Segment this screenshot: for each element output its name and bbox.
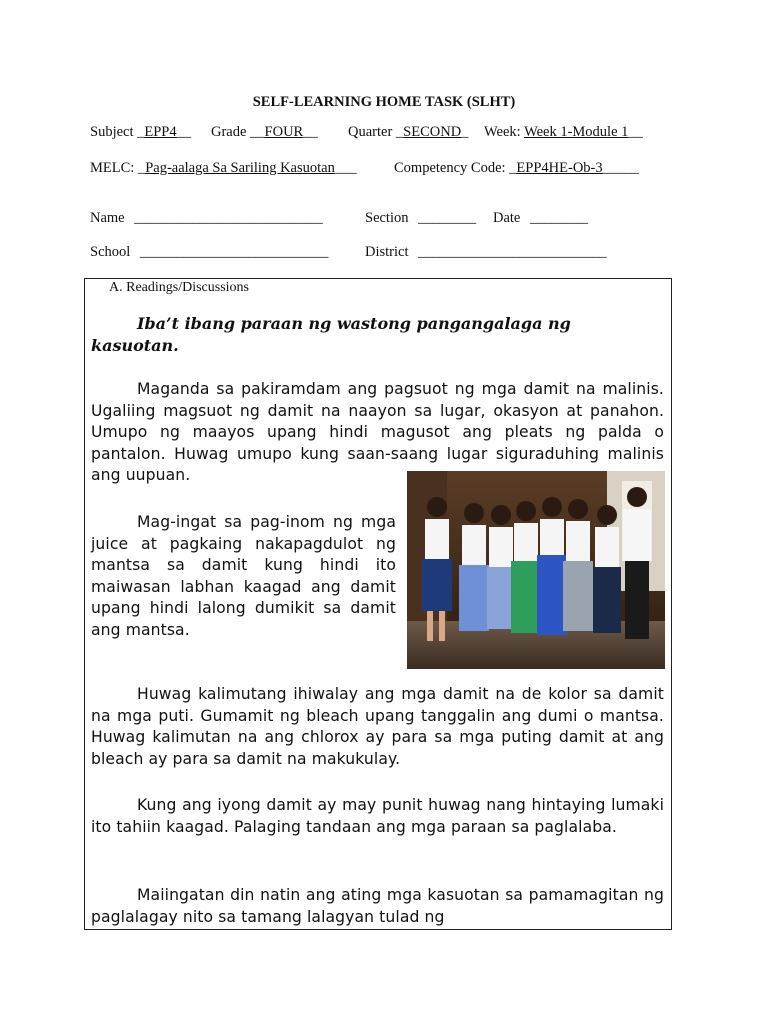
grade-field	[211, 124, 318, 141]
section-blank[interactable]: ________	[418, 210, 477, 226]
quarter-field	[348, 124, 468, 141]
students-photo-illustration	[407, 471, 665, 669]
quarter-label: Quarter	[348, 124, 393, 140]
date-blank[interactable]: ________	[530, 210, 588, 226]
name-field[interactable]	[90, 210, 323, 227]
readings-heading: Iba’t ibang paraan ng wastong pangangalaga ng kasuotan.	[91, 314, 571, 355]
section-field[interactable]	[365, 210, 476, 227]
subject-value: EPP4	[144, 124, 177, 140]
students-photo	[407, 471, 665, 669]
week-field	[484, 124, 643, 141]
quarter-value: SECOND	[403, 124, 462, 140]
subject-field	[90, 124, 191, 141]
page-title: SELF-LEARNING HOME TASK (SLHT)	[252, 94, 516, 110]
melc-blank: _	[137, 160, 146, 176]
competency-field	[394, 160, 639, 177]
week-blank-end: __	[628, 124, 643, 140]
paragraph-2: Mag-ingat sa pag-inom ng mga juice at pagkaing nakapagdulot ng mantsa sa damit kung hindi ito maiwasan labhan kaagad ang damit upang hindi lalong dumikit sa damit ang mantsa.	[91, 513, 396, 639]
melc-label: MELC:	[90, 160, 135, 176]
readings-box	[84, 278, 672, 930]
district-label: District	[365, 244, 409, 260]
quarter-blank-end: _	[461, 124, 469, 140]
name-label: Name	[90, 210, 125, 226]
melc-value: Pag-aalaga Sa Sariling Kasuotan	[145, 160, 335, 176]
school-blank[interactable]: __________________________	[139, 244, 329, 260]
competency-blank-end: _____	[602, 160, 639, 176]
week-value: Week 1-Module 1	[524, 124, 629, 140]
school-label: School	[90, 244, 131, 260]
section-label: Section	[365, 210, 409, 226]
grade-blank-end: __	[303, 124, 318, 140]
melc-field	[90, 160, 357, 177]
district-field[interactable]	[365, 244, 607, 261]
competency-value: EPP4HE-Ob-3	[516, 160, 603, 176]
melc-blank-end: ___	[334, 160, 357, 176]
week-label: Week:	[484, 124, 521, 140]
school-field[interactable]	[90, 244, 328, 261]
subject-blank-end: __	[176, 124, 192, 140]
subject-label: Subject	[90, 124, 134, 140]
subject-blank: _	[137, 124, 145, 140]
date-field[interactable]	[493, 210, 588, 227]
district-blank[interactable]: __________________________	[418, 244, 607, 260]
paragraph-1: Maganda sa pakiramdam ang pagsuot ng mga damit na malinis. Ugaliing magsuot ng damit na naayon sa lugar, okasyon at panahon. Umupo ng maayos upang hindi magusot ang pleats ng palda o pantalon. Huwag umupo kung saan-saang lugar siguraduhing malinis ang uupuan.	[91, 380, 664, 485]
paragraph-4: Kung ang iyong damit ay may punit huwag nang hintaying lumaki ito tahiin kaagad. Palaging tandaan ang mga paraan sa paglalaba.	[91, 796, 664, 836]
paragraph-3: Huwag kalimutang ihiwalay ang mga damit na de kolor sa damit na mga puti. Gumamit ng bleach upang tanggalin ang dumi o mantsa. Huwag kalimutan na ang chlorox ay para sa mga puting damit at ang bleach ay para sa damit na makukulay.	[91, 685, 664, 768]
paragraph-5: Maiingatan din natin ang ating mga kasuotan sa pamamagitan ng paglalagay nito sa tamang lalagyan tulad ng	[91, 886, 664, 926]
grade-value: FOUR	[264, 124, 304, 140]
grade-blank: __	[250, 124, 265, 140]
quarter-blank: _	[395, 124, 404, 140]
competency-label: Competency Code:	[394, 160, 506, 176]
grade-label: Grade	[211, 124, 247, 140]
name-blank[interactable]: __________________________	[134, 210, 323, 226]
date-label: Date	[493, 210, 521, 226]
competency-blank: _	[509, 160, 517, 176]
readings-section-title: A. Readings/Discussions	[109, 280, 249, 295]
